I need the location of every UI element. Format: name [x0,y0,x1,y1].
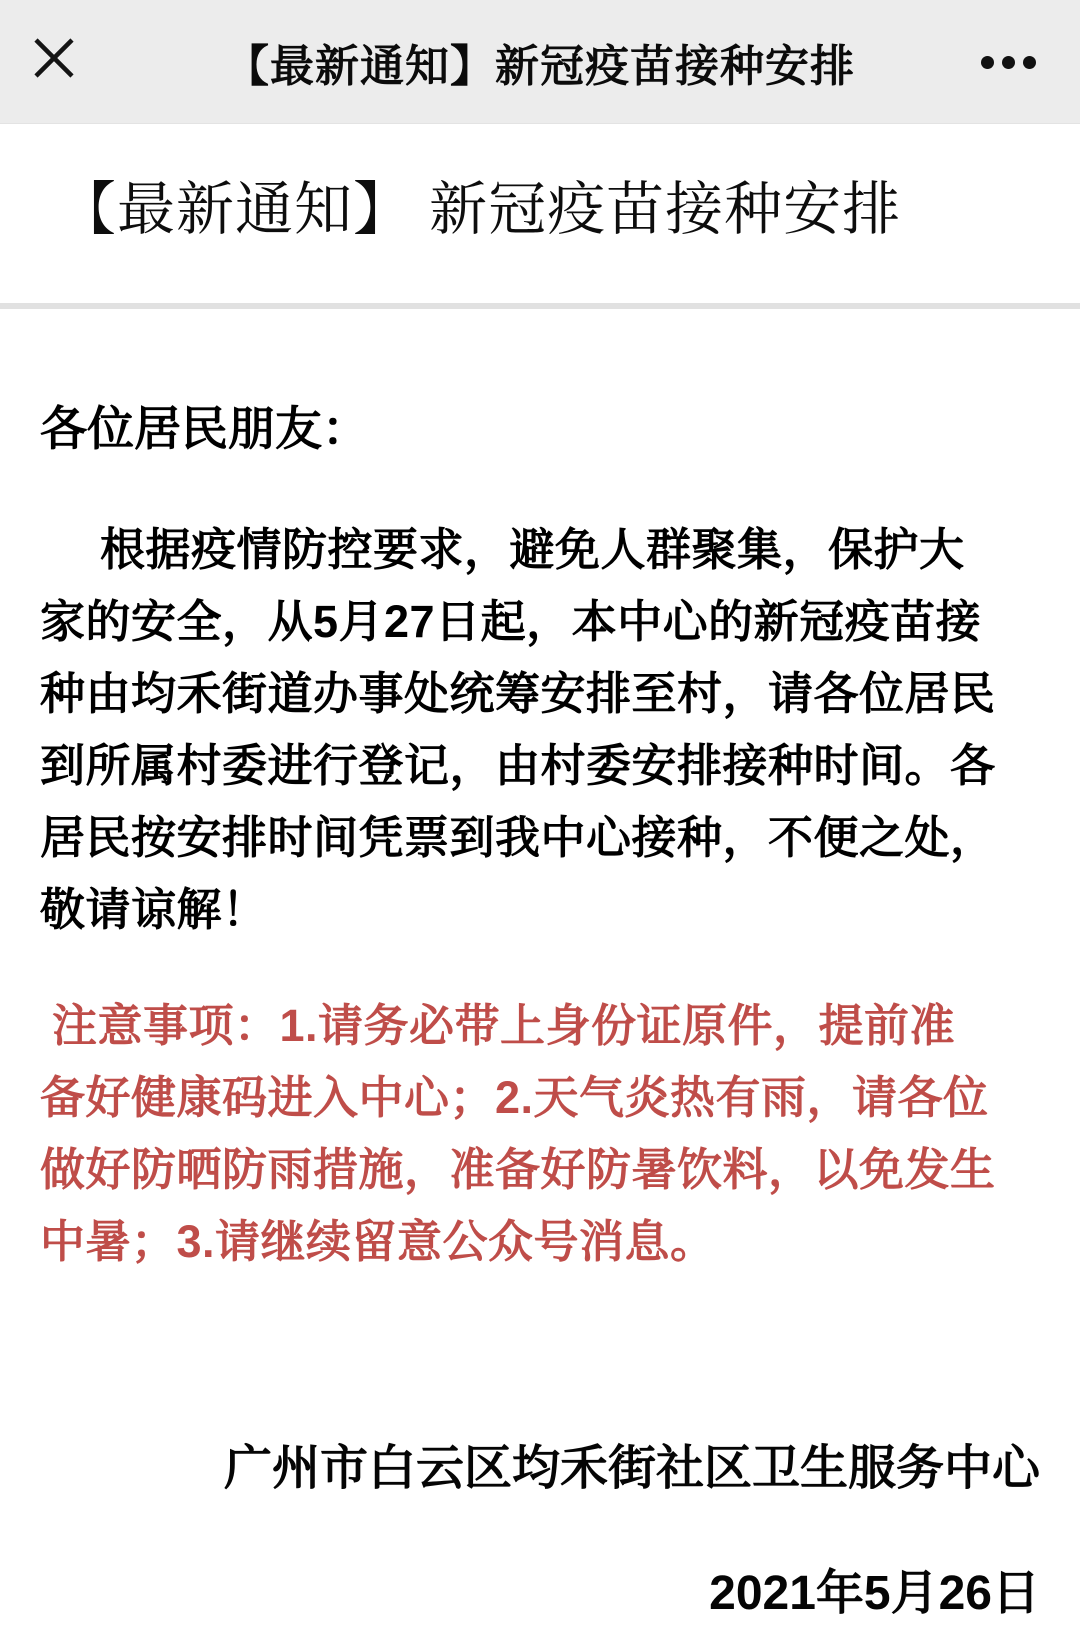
more-menu-button[interactable] [981,44,1036,80]
article-title: 【最新通知】 新冠疫苗接种安排 [58,177,902,242]
titlebar [0,0,1080,124]
paragraph-line: 根据疫情防控要求，避免人群聚集，保护大 [100,524,965,575]
notice-line: 注意事项：1.请务必带上身份证原件，提前准 [52,1000,956,1051]
notice-line: 备好健康码进入中心；2.天气炎热有雨，请各位 [40,1072,989,1123]
paragraph-line: 家的安全，从5月27日起，本中心的新冠疫苗接 [40,596,982,647]
paragraph-line: 到所属村委进行登记，由村委安排接种时间。各 [40,740,996,791]
header-title: 【最新通知】新冠疫苗接种安排 [225,41,855,91]
article-body [0,309,1080,1626]
greeting-line: 各位居民朋友： [40,402,369,455]
paragraph-line: 种由均禾街道办事处统筹安排至村，请各位居民 [40,668,996,719]
more-dots-icon [1002,56,1015,69]
date-line: 2021年5月26日 [709,1567,1040,1620]
signature-line: 广州市白云区均禾街社区卫生服务中心 [223,1442,1040,1495]
notice-line: 做好防晒防雨措施，准备好防暑饮料，以免发生 [40,1144,996,1195]
article-title-block [0,124,1080,303]
main-paragraph [40,514,1040,946]
paragraph-line: 敬请谅解！ [40,884,268,935]
notice-paragraph [40,990,1040,1278]
more-dots-icon [1023,56,1036,69]
more-dots-icon [981,56,994,69]
notice-line: 中暑；3.请继续留意公众号消息。 [40,1216,716,1267]
paragraph-line: 居民按安排时间凭票到我中心接种，不便之处， [40,812,996,863]
